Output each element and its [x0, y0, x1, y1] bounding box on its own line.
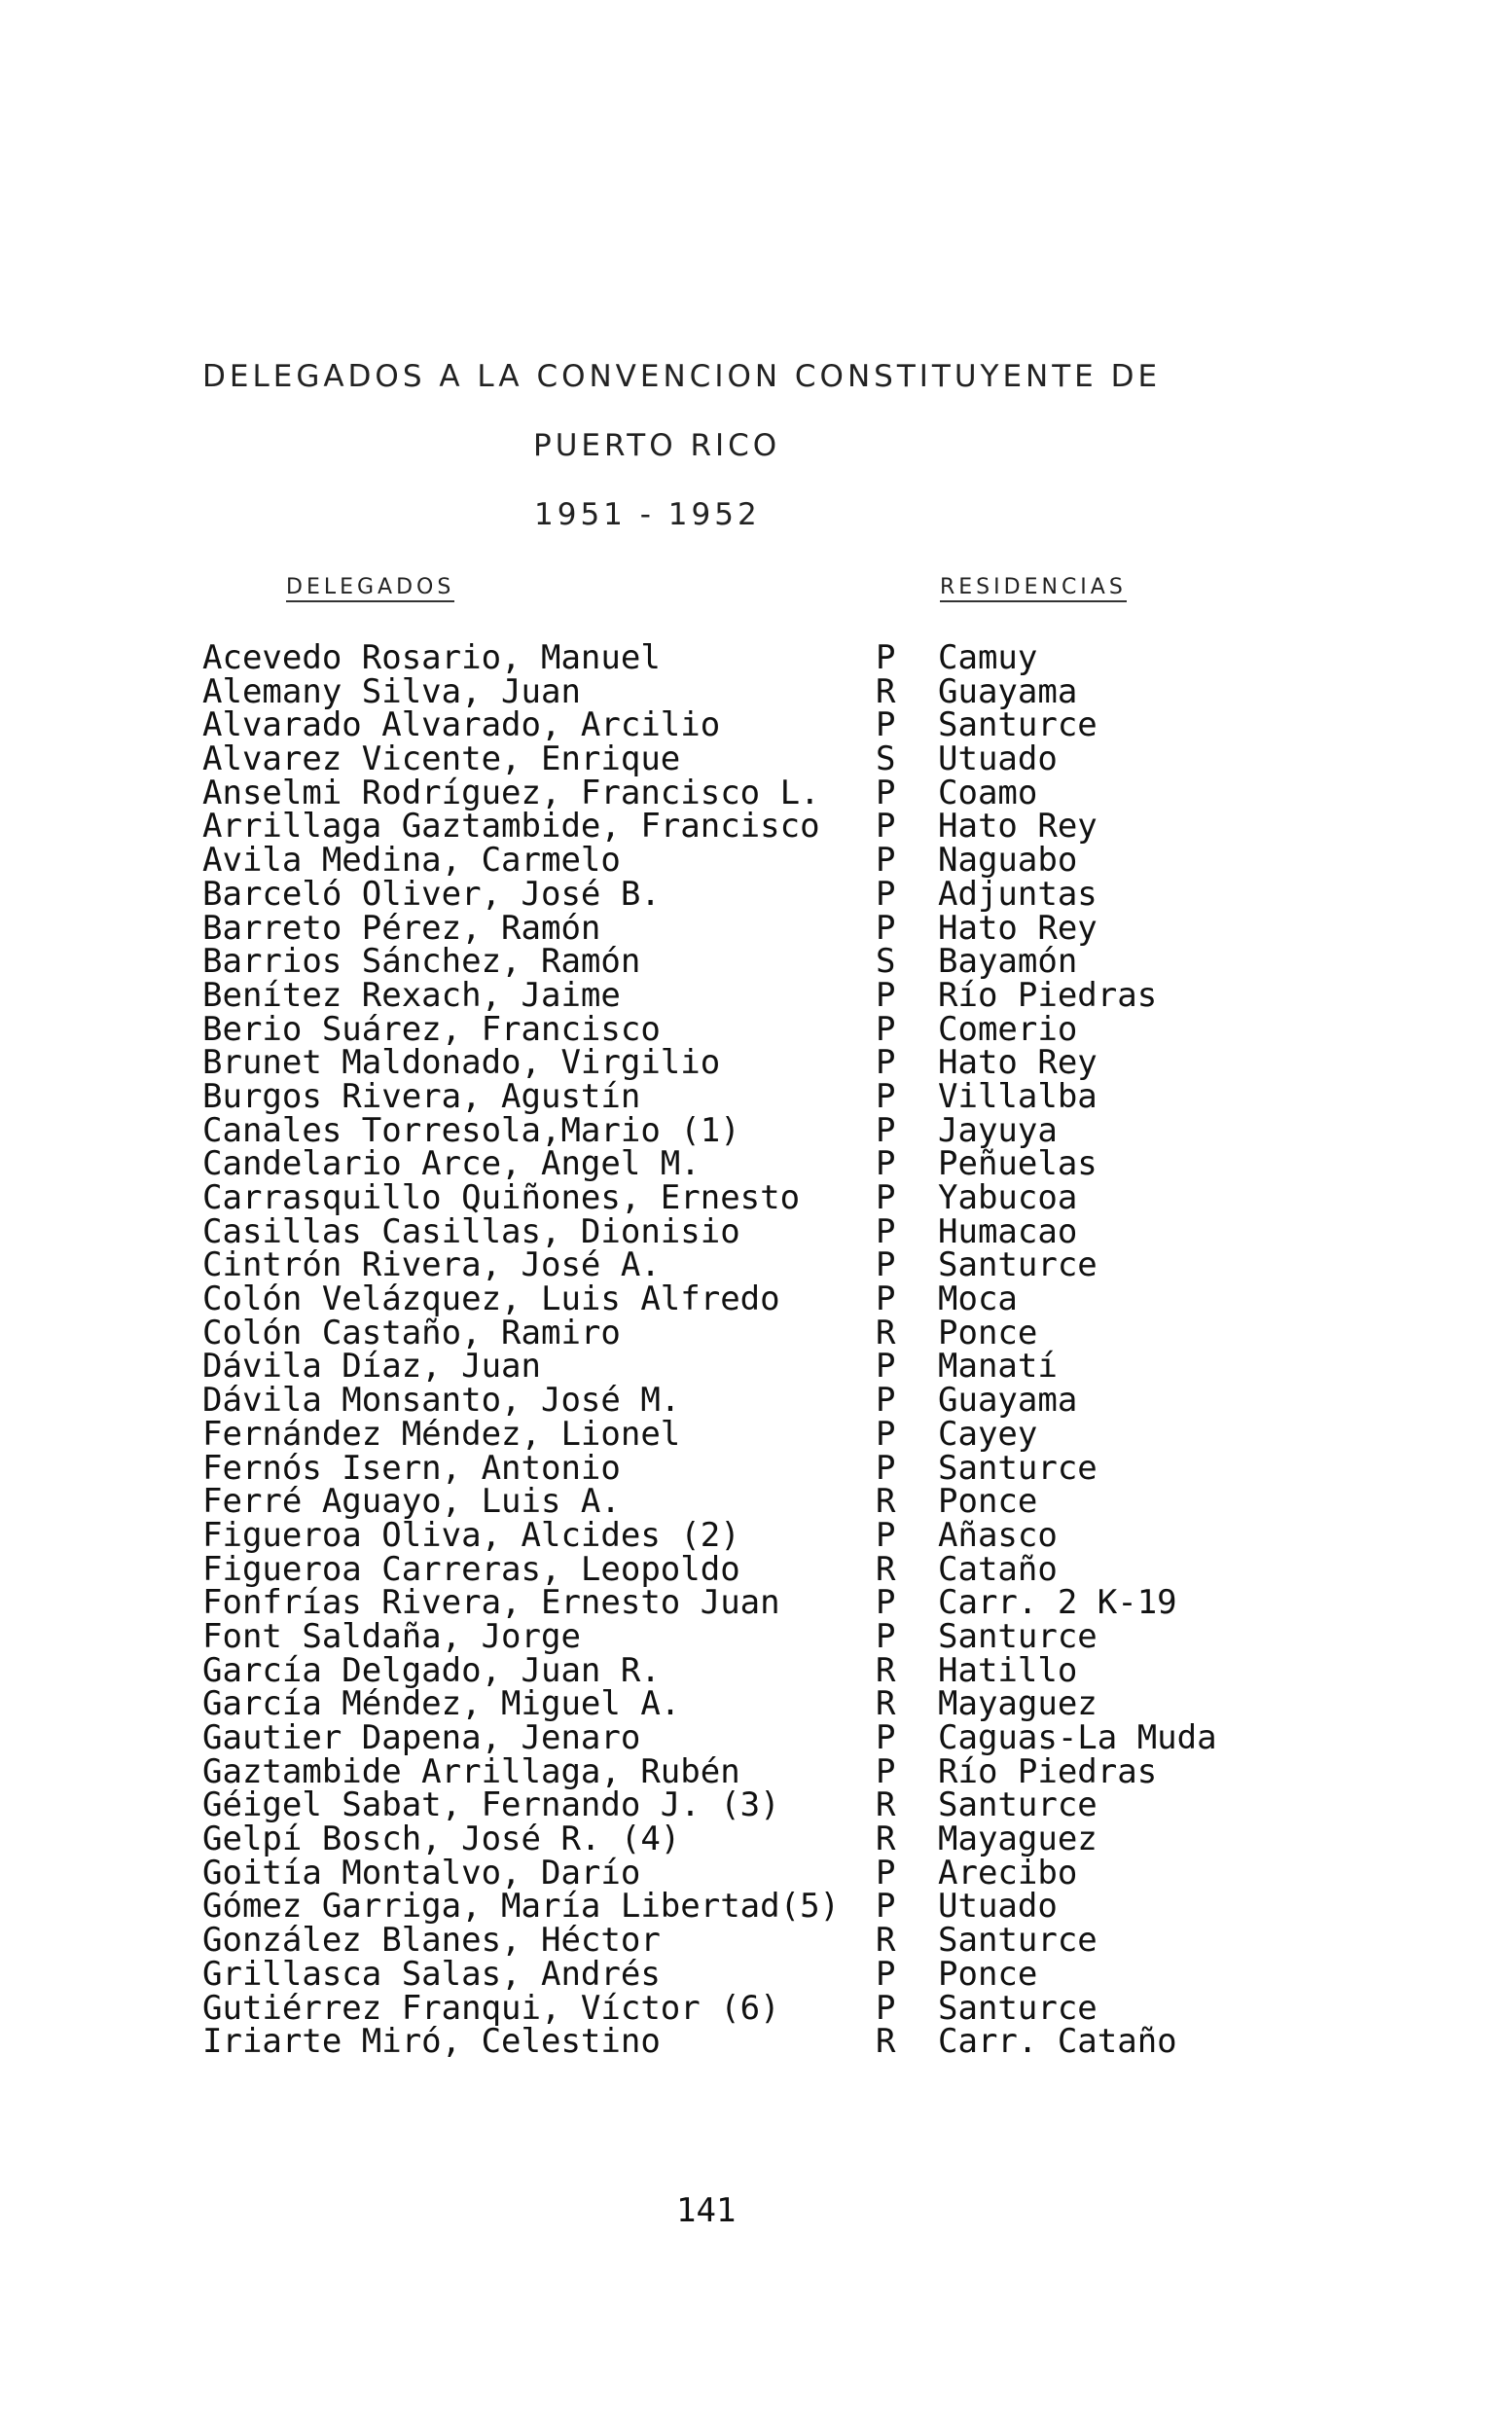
list-item [202, 1448, 1350, 1488]
delegate-name: Arrillaga Gaztambide, Francisco [202, 807, 820, 847]
delegate-party: P [876, 1110, 896, 1150]
delegate-party: P [876, 1280, 896, 1319]
delegate-residence: Camuy [938, 638, 1038, 677]
delegate-residence: Ponce [938, 1482, 1038, 1522]
delegate-name: Dávila Díaz, Juan [202, 1347, 541, 1387]
delegate-residence: Santurce [938, 1785, 1098, 1825]
delegate-name: Figueroa Carreras, Leopoldo [202, 1549, 740, 1589]
list-item [202, 1853, 1350, 1892]
delegate-name: Anselmi Rodríguez, Francisco L. [202, 773, 820, 812]
list-item [202, 739, 1350, 779]
delegate-name: Fonfrías Rivera, Ernesto Juan [202, 1583, 780, 1623]
list-item [202, 2022, 1350, 2062]
delegate-party: P [876, 908, 896, 948]
delegate-party: P [876, 1853, 896, 1892]
list-item [202, 1921, 1350, 1961]
list-item [202, 1583, 1350, 1623]
list-item [202, 1887, 1350, 1927]
delegate-name: Carrasquillo Quiñones, Ernesto [202, 1178, 801, 1217]
delegate-party: P [876, 1178, 896, 1217]
delegate-residence: Mayaguez [938, 1820, 1098, 1859]
delegate-name: García Delgado, Juan R. [202, 1650, 661, 1690]
list-item [202, 874, 1350, 914]
delegate-name: Gelpí Bosch, José R. (4) [202, 1820, 681, 1859]
list-item [202, 1414, 1350, 1454]
list-item [202, 1954, 1350, 1994]
list-item [202, 1211, 1350, 1251]
delegate-name: Candelario Arce, Angel M. [202, 1144, 701, 1184]
delegate-party: P [876, 1381, 896, 1421]
delegate-residence: Santurce [938, 1988, 1098, 2028]
delegate-party: P [876, 1211, 896, 1251]
delegate-residence: Comerio [938, 1009, 1078, 1049]
delegate-name: Figueroa Oliva, Alcides (2) [202, 1515, 740, 1555]
delegate-residence: Santurce [938, 1921, 1098, 1961]
delegate-residence: Yabucoa [938, 1178, 1078, 1217]
delegate-residence: Santurce [938, 1448, 1098, 1488]
list-item [202, 671, 1350, 711]
list-item [202, 1650, 1350, 1690]
delegate-party: S [876, 739, 896, 779]
list-item [202, 807, 1350, 847]
delegate-party: P [876, 1414, 896, 1454]
delegate-party: R [876, 1482, 896, 1522]
delegates-column-header: DELEGADOS [286, 575, 454, 602]
delegate-residence: Villalba [938, 1076, 1098, 1116]
list-item [202, 1751, 1350, 1791]
list-item [202, 975, 1350, 1015]
delegate-name: Barrios Sánchez, Ramón [202, 942, 641, 982]
delegate-name: Barceló Oliver, José B. [202, 874, 661, 914]
delegate-name: Iriarte Miró, Celestino [202, 2022, 661, 2062]
delegate-party: P [876, 1718, 896, 1757]
list-item [202, 773, 1350, 812]
delegate-name: Canales Torresola,Mario (1) [202, 1110, 740, 1150]
delegate-party: R [876, 1313, 896, 1352]
delegate-residence: Añasco [938, 1515, 1058, 1555]
list-item [202, 1616, 1350, 1656]
list-item [202, 1313, 1350, 1352]
delegate-name: García Méndez, Miguel A. [202, 1684, 681, 1724]
delegate-party: P [876, 1583, 896, 1623]
delegate-party: P [876, 705, 896, 745]
delegate-party: P [876, 1988, 896, 2028]
delegate-party: P [876, 1245, 896, 1285]
delegate-name: Benítez Rexach, Jaime [202, 975, 621, 1015]
delegate-residence: Utuado [938, 739, 1058, 779]
delegate-residence: Mayaguez [938, 1684, 1098, 1724]
delegate-name: Avila Medina, Carmelo [202, 841, 621, 881]
delegate-name: Grillasca Salas, Andrés [202, 1954, 661, 1994]
delegate-name: Font Saldaña, Jorge [202, 1616, 581, 1656]
delegate-party: P [876, 638, 896, 677]
document-years: 1951 - 1952 [534, 497, 761, 532]
delegate-party: P [876, 841, 896, 881]
list-item [202, 1347, 1350, 1387]
delegate-residence: Coamo [938, 773, 1038, 812]
delegate-name: Colón Castaño, Ramiro [202, 1313, 621, 1352]
delegate-name: Burgos Rivera, Agustín [202, 1076, 641, 1116]
delegate-party: R [876, 1820, 896, 1859]
delegate-residence: Hatillo [938, 1650, 1078, 1690]
list-item [202, 841, 1350, 881]
list-item [202, 638, 1350, 677]
delegate-party: R [876, 671, 896, 711]
delegate-residence: Peñuelas [938, 1144, 1098, 1184]
delegate-name: Alvarez Vicente, Enrique [202, 739, 681, 779]
delegate-name: Gómez Garriga, María Libertad(5) [202, 1887, 841, 1927]
delegate-residence: Arecibo [938, 1853, 1078, 1892]
delegate-name: Gaztambide Arrillaga, Rubén [202, 1751, 740, 1791]
list-item [202, 1009, 1350, 1049]
delegate-party: P [876, 1954, 896, 1994]
delegate-party: P [876, 1887, 896, 1927]
list-item [202, 1515, 1350, 1555]
delegate-name: Alemany Silva, Juan [202, 671, 581, 711]
delegate-name: Goitía Montalvo, Darío [202, 1853, 641, 1892]
delegate-party: P [876, 773, 896, 812]
list-item [202, 1820, 1350, 1859]
list-item [202, 908, 1350, 948]
delegate-residence: Adjuntas [938, 874, 1098, 914]
delegate-name: Fernós Isern, Antonio [202, 1448, 621, 1488]
delegate-party: P [876, 1751, 896, 1791]
delegate-name: Géigel Sabat, Fernando J. (3) [202, 1785, 780, 1825]
delegate-name: Dávila Monsanto, José M. [202, 1381, 681, 1421]
delegate-party: P [876, 1009, 896, 1049]
document-subtitle: PUERTO RICO [533, 428, 781, 463]
delegate-party: P [876, 807, 896, 847]
delegate-residence: Cayey [938, 1414, 1038, 1454]
delegate-residence: Jayuya [938, 1110, 1058, 1150]
list-item [202, 1684, 1350, 1724]
delegate-party: R [876, 1650, 896, 1690]
delegate-residence: Bayamón [938, 942, 1078, 982]
list-item [202, 1144, 1350, 1184]
delegate-residence: Cataño [938, 1549, 1058, 1589]
list-item [202, 1482, 1350, 1522]
delegate-name: González Blanes, Héctor [202, 1921, 661, 1961]
delegate-residence: Carr. 2 K-19 [938, 1583, 1177, 1623]
delegate-party: P [876, 874, 896, 914]
list-item [202, 1280, 1350, 1319]
delegate-residence: Santurce [938, 1616, 1098, 1656]
list-item [202, 1718, 1350, 1757]
page-number: 141 [676, 2191, 737, 2230]
delegate-party: P [876, 1076, 896, 1116]
delegate-party: R [876, 1684, 896, 1724]
residences-column-header: RESIDENCIAS [940, 575, 1127, 602]
delegate-name: Gautier Dapena, Jenaro [202, 1718, 641, 1757]
delegate-residence: Santurce [938, 705, 1098, 745]
delegate-party: P [876, 1515, 896, 1555]
delegate-party: P [876, 1616, 896, 1656]
list-item [202, 705, 1350, 745]
delegate-residence: Moca [938, 1280, 1018, 1319]
delegate-name: Fernández Méndez, Lionel [202, 1414, 681, 1454]
delegate-residence: Guayama [938, 671, 1078, 711]
delegate-residence: Hato Rey [938, 1043, 1098, 1083]
delegate-party: P [876, 975, 896, 1015]
delegate-residence: Río Piedras [938, 1751, 1158, 1791]
list-item [202, 1043, 1350, 1083]
delegate-name: Acevedo Rosario, Manuel [202, 638, 661, 677]
delegate-name: Casillas Casillas, Dionisio [202, 1211, 740, 1251]
list-item [202, 942, 1350, 982]
delegate-name: Brunet Maldonado, Virgilio [202, 1043, 721, 1083]
delegate-party: P [876, 1448, 896, 1488]
delegate-residence: Hato Rey [938, 908, 1098, 948]
delegate-party: S [876, 942, 896, 982]
list-item [202, 1988, 1350, 2028]
delegate-party: P [876, 1347, 896, 1387]
delegate-residence: Manatí [938, 1347, 1058, 1387]
delegate-party: P [876, 1043, 896, 1083]
list-item [202, 1076, 1350, 1116]
delegate-name: Colón Velázquez, Luis Alfredo [202, 1280, 780, 1319]
list-item [202, 1178, 1350, 1217]
list-item [202, 1549, 1350, 1589]
delegate-residence: Ponce [938, 1954, 1038, 1994]
list-item [202, 1110, 1350, 1150]
delegate-party: R [876, 1921, 896, 1961]
delegate-residence: Guayama [938, 1381, 1078, 1421]
delegate-name: Alvarado Alvarado, Arcilio [202, 705, 721, 745]
delegate-party: R [876, 1549, 896, 1589]
delegate-residence: Caguas-La Muda [938, 1718, 1217, 1757]
list-item [202, 1785, 1350, 1825]
delegate-name: Cintrón Rivera, José A. [202, 1245, 661, 1285]
delegate-list [202, 638, 1350, 2062]
delegate-residence: Santurce [938, 1245, 1098, 1285]
delegate-name: Ferré Aguayo, Luis A. [202, 1482, 621, 1522]
delegate-name: Gutiérrez Franqui, Víctor (6) [202, 1988, 780, 2028]
list-item [202, 1381, 1350, 1421]
delegate-name: Barreto Pérez, Ramón [202, 908, 601, 948]
delegate-residence: Humacao [938, 1211, 1078, 1251]
delegate-party: P [876, 1144, 896, 1184]
delegate-residence: Carr. Cataño [938, 2022, 1177, 2062]
delegate-party: R [876, 1785, 896, 1825]
delegate-residence: Utuado [938, 1887, 1058, 1927]
delegate-residence: Ponce [938, 1313, 1038, 1352]
delegate-party: R [876, 2022, 896, 2062]
delegate-residence: Naguabo [938, 841, 1078, 881]
list-item [202, 1245, 1350, 1285]
document-title: DELEGADOS A LA CONVENCION CONSTITUYENTE DE [202, 359, 1162, 394]
delegate-name: Berio Suárez, Francisco [202, 1009, 661, 1049]
delegate-residence: Río Piedras [938, 975, 1158, 1015]
delegate-residence: Hato Rey [938, 807, 1098, 847]
